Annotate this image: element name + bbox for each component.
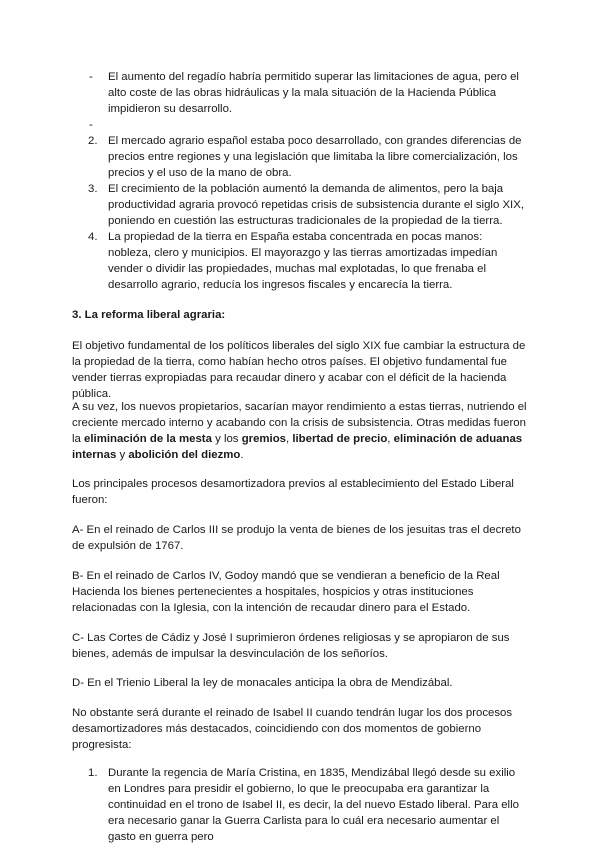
list-item-text: Durante la regencia de María Cristina, en 1835, Mendizábal llegó desde su exilio en Londres para presidir el gobierno, lo que le preocupaba era garantizar la continuidad en el trono de Isabel II, es decir, la del nuevo Estado liberal. Para ello era necesario ganar la Guerra Carlista para lo cuál era necesario aumentar el gasto en guerra pero <box>108 767 519 843</box>
list-item <box>72 229 527 293</box>
paragraph-text: . <box>240 449 244 461</box>
list-item <box>72 765 527 845</box>
document-page <box>72 69 527 845</box>
paragraph: C- Las Cortes de Cádiz y José I suprimieron órdenes religiosas y se apropiaron de sus bienes, además de impulsar la desvinculación de los señoríos. <box>72 632 510 660</box>
list-item <box>72 117 527 133</box>
paragraph: A- En el reinado de Carlos III se produjo la venta de bienes de los jesuitas tras el decreto de expulsión de 1767. <box>72 524 521 552</box>
paragraph: B- En el reinado de Carlos IV, Godoy mandó que se vendieran a beneficio de la Real Hacienda los bienes pertenecientes a hospitales, hospicios y otras instituciones relacionadas con la Iglesia, con la intención de recaudar dinero para el Estado. <box>72 570 500 614</box>
list-item-text: El aumento del regadío habría permitido superar las limitaciones de agua, pero el alto coste de las obras hidráulicas y la mala situación de la Hacienda Pública impidieron su desarrollo. <box>108 71 519 115</box>
paragraph-text: A su vez, los nuevos propietarios, sacarían mayor rendimiento a estas tierras, nutriendo el creciente mercado interno y acabando con la crisis de subsistencia. Otras medidas fueron la <box>72 401 527 445</box>
paragraph: Los principales procesos desamortizadora previos al establecimiento del Estado Liberal fueron: <box>72 478 514 506</box>
paragraph: D- En el Trienio Liberal la ley de monacales anticipa la obra de Mendizábal. <box>72 677 453 689</box>
paragraph: El objetivo fundamental de los políticos liberales del siglo XIX fue cambiar la estructura de la propiedad de la tierra, como habían hecho otros países. El objetivo fundamental fue vender tierras expropiadas para recaudar dinero y acabar con el déficit de la hacienda pública. <box>72 340 526 400</box>
list-item-text: La propiedad de la tierra en España estaba concentrada en pocas manos: nobleza, clero y municipios. El mayorazgo y las tierras amortizadas impedían vender o dividir las propiedades, muchas mal explotadas, lo que frenaba el desarrollo agrario, reducía los ingresos fiscales y encarecía la tierra. <box>108 231 498 291</box>
list-item-text: El crecimiento de la población aumentó la demanda de alimentos, pero la baja productividad agraria provocó repetidas crisis de subsistencia durante el siglo XIX, poniendo en cuestión las estructuras tradicionales de la propiedad de la tierra. <box>108 183 524 227</box>
list-item <box>72 181 527 229</box>
section-heading: 3. La reforma liberal agraria: <box>72 309 226 321</box>
paragraph-text: , <box>387 433 394 445</box>
bold-term: gremios <box>241 433 286 445</box>
list-marker: 2. <box>88 135 98 147</box>
list-marker: - <box>89 119 93 131</box>
bold-term: eliminación de aduanas internas <box>72 433 523 461</box>
list-item <box>72 69 527 117</box>
paragraph-text: , <box>286 433 293 445</box>
list-marker: 3. <box>88 183 98 195</box>
list-item <box>72 133 527 181</box>
bold-term: abolición del diezmo <box>128 449 241 461</box>
paragraph-text: y <box>116 449 129 461</box>
bold-term: libertad de precio <box>292 433 388 445</box>
paragraph: No obstante será durante el reinado de Isabel II cuando tendrán lugar los dos procesos desamortizadores más destacados, coincidiendo con dos momentos de gobierno progresista: <box>72 707 513 751</box>
list-item-text: El mercado agrario español estaba poco desarrollado, con grandes diferencias de precios entre regiones y una legislación que limitaba la libre comercialización, los precios y el uso de la mano de obra. <box>108 135 522 179</box>
bold-term: eliminación de la mesta <box>84 433 212 445</box>
list-marker: 1. <box>88 767 98 779</box>
paragraph-text: y los <box>211 433 242 445</box>
list-marker: 4. <box>88 231 98 243</box>
paragraph <box>72 399 527 463</box>
list-marker: - <box>89 71 93 83</box>
